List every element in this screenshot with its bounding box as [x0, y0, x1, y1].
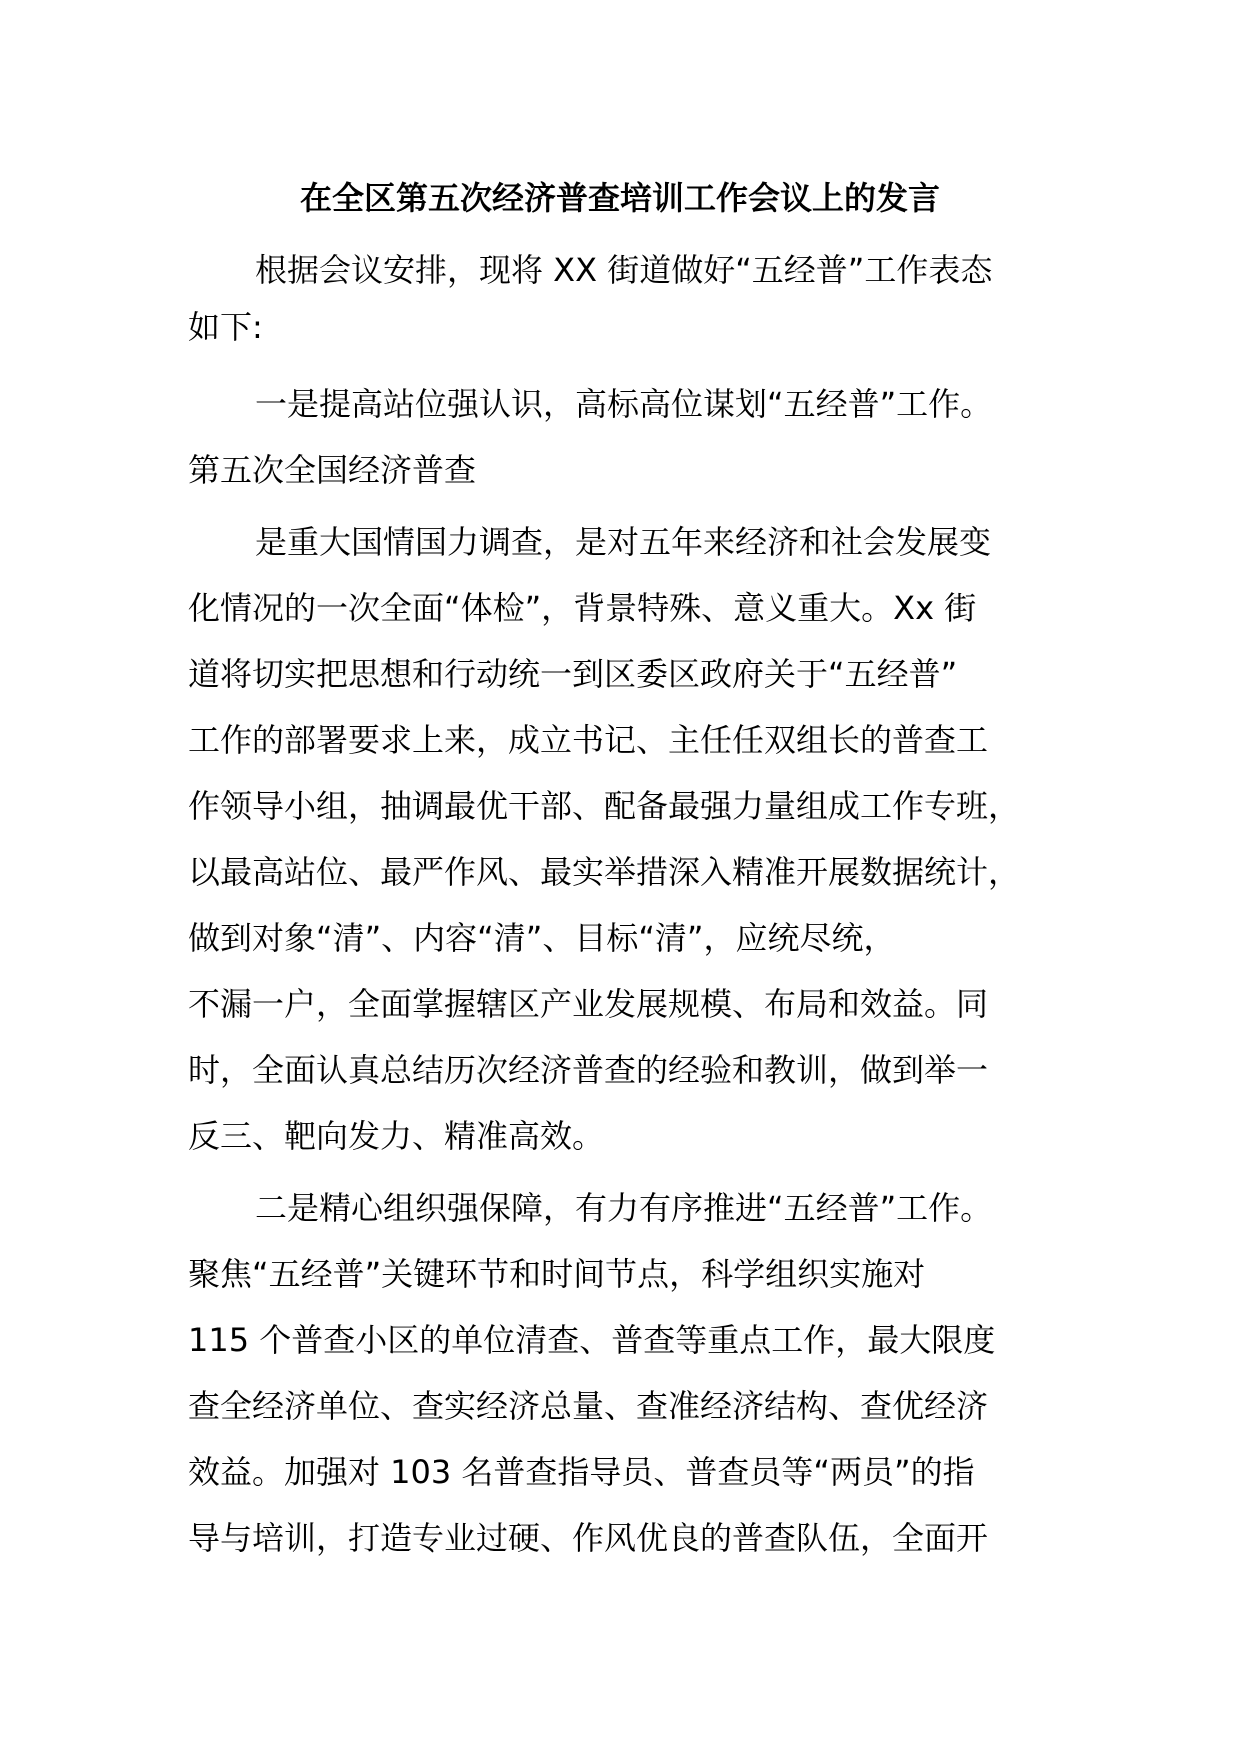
paragraph-line: 以最高站位、最严作风、最实举措深入精准开展数据统计， — [188, 853, 1021, 891]
paragraph-line: 工作的部署要求上来，成立书记、主任任双组长的普查工 — [188, 721, 989, 759]
paragraph-line: 二是精心组织强保障，有力有序推进“五经普”工作。 — [255, 1189, 993, 1227]
paragraph-line: 道将切实把思想和行动统一到区委区政府关于“五经普” — [188, 655, 958, 693]
paragraph-line: 查全经济单位、查实经济总量、查准经济结构、查优经济 — [188, 1387, 989, 1425]
paragraph-line: 第五次全国经济普查 — [188, 451, 477, 489]
paragraph-line: 根据会议安排，现将 XX 街道做好“五经普”工作表态 — [255, 251, 993, 289]
paragraph-line: 115 个普查小区的单位清查、普查等重点工作，最大限度 — [188, 1321, 996, 1359]
paragraph-line: 效益。加强对 103 名普查指导员、普查员等“两员”的指 — [188, 1453, 975, 1491]
paragraph-line: 如下: — [188, 308, 263, 346]
paragraph-line: 聚焦“五经普”关键环节和时间节点，科学组织实施对 — [188, 1255, 926, 1293]
paragraph-line: 一是提高站位强认识，高标高位谋划“五经普”工作。 — [255, 385, 993, 423]
paragraph-line: 作领导小组，抽调最优干部、配备最强力量组成工作专班， — [188, 787, 1021, 825]
paragraph-line: 不漏一户，全面掌握辖区产业发展规模、布局和效益。同 — [188, 985, 989, 1023]
paragraph-line: 时，全面认真总结历次经济普查的经验和教训，做到举一 — [188, 1051, 989, 1089]
paragraph-line: 化情况的一次全面“体检”，背景特殊、意义重大。Xx 街 — [188, 589, 977, 627]
paragraph-line: 反三、靶向发力、精准高效。 — [188, 1117, 605, 1155]
document-title: 在全区第五次经济普查培训工作会议上的发言 — [299, 179, 940, 217]
paragraph-line: 做到对象“清”、内容“清”、目标“清”，应统尽统， — [188, 919, 896, 957]
paragraph-line: 导与培训，打造专业过硬、作风优良的普查队伍，全面开 — [188, 1519, 989, 1557]
paragraph-line: 是重大国情国力调查，是对五年来经济和社会发展变 — [255, 523, 992, 561]
